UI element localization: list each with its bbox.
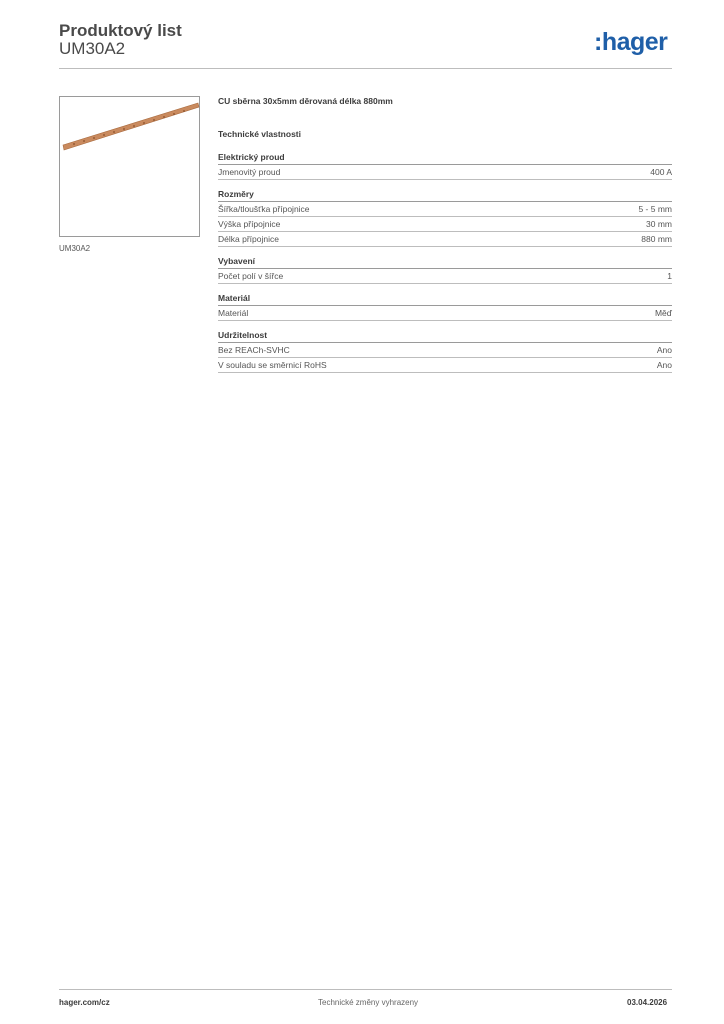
spec-sections <box>218 152 672 373</box>
page-title: Produktový list <box>59 21 182 40</box>
spec-value: 5 - 5 mm <box>638 204 672 214</box>
spec-row <box>218 232 672 247</box>
footer-note: Technické změny vyhrazeny <box>318 998 419 1007</box>
section-title: Materiál <box>218 293 672 306</box>
technical-properties-title: Technické vlastnosti <box>218 129 301 139</box>
spec-row <box>218 358 672 373</box>
footer-divider <box>59 989 672 990</box>
spec-label: Délka přípojnice <box>218 234 279 244</box>
spec-row <box>218 306 672 321</box>
spec-label: Materiál <box>218 308 249 318</box>
section-title: Vybavení <box>218 256 672 269</box>
section-title: Elektrický proud <box>218 152 672 165</box>
spec-row <box>218 217 672 232</box>
spec-row <box>218 202 672 217</box>
spec-value: Měď <box>654 308 672 318</box>
spec-value: 400 A <box>650 167 672 177</box>
spec-section <box>218 189 672 247</box>
logo-text: hager <box>601 28 668 56</box>
spec-label: Jmenovitý proud <box>218 167 281 177</box>
spec-section <box>218 256 672 284</box>
spec-label: Výška přípojnice <box>218 219 281 229</box>
specifications <box>218 96 672 382</box>
footer-date: 03.04.2026 <box>627 998 668 1007</box>
product-image-caption: UM30A2 <box>59 244 91 253</box>
spec-label: Šířka/tloušťka přípojnice <box>218 204 310 214</box>
copper-busbar-image <box>60 97 201 238</box>
section-title: Udržitelnost <box>218 330 672 343</box>
product-description: CU sběrna 30x5mm děrovaná délka 880mm <box>218 96 393 106</box>
header-divider <box>59 68 672 69</box>
spec-row <box>218 269 672 284</box>
spec-section <box>218 152 672 180</box>
spec-row <box>218 343 672 358</box>
spec-value: 1 <box>667 271 672 281</box>
product-code: UM30A2 <box>59 39 126 58</box>
spec-section <box>218 293 672 321</box>
spec-label: V souladu se směrnicí RoHS <box>218 360 327 370</box>
hager-logo: :hager <box>594 28 668 56</box>
spec-label: Počet polí v šířce <box>218 271 284 281</box>
spec-value: Ano <box>656 345 672 355</box>
spec-section <box>218 330 672 373</box>
spec-value: 880 mm <box>641 234 672 244</box>
section-title: Rozměry <box>218 189 672 202</box>
spec-label: Bez REACh-SVHC <box>218 345 290 355</box>
footer-website: hager.com/cz <box>59 998 110 1007</box>
spec-row <box>218 165 672 180</box>
spec-value: Ano <box>656 360 672 370</box>
product-image-frame <box>59 96 200 237</box>
spec-value: 30 mm <box>646 219 672 229</box>
